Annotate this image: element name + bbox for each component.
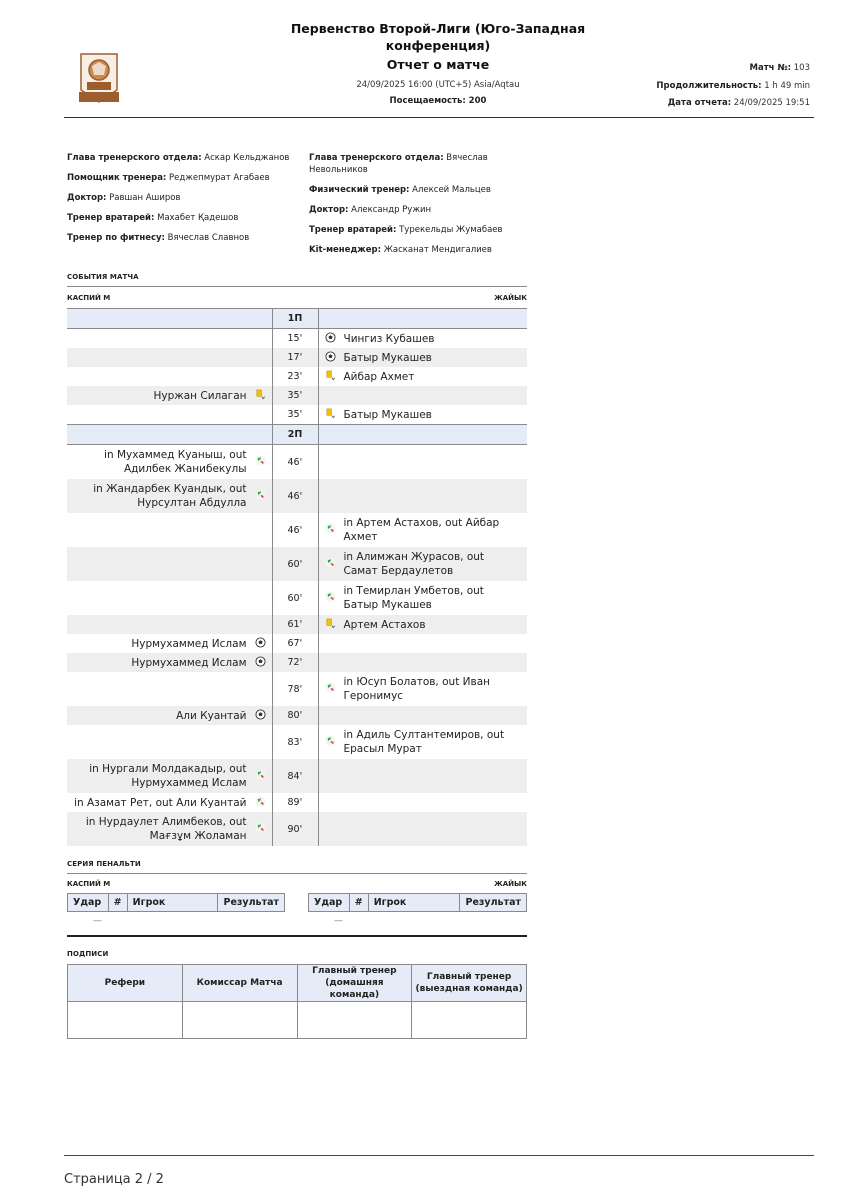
yellow-card-icon: [325, 370, 336, 384]
event-minute: 46': [272, 479, 318, 513]
staff-name: Аскар Кельджанов: [204, 153, 290, 163]
event-row: [67, 513, 527, 547]
staff-name: Турекельды Жумабаев: [399, 225, 503, 235]
staff-role: Доктор:: [67, 193, 107, 203]
event-minute: 46': [272, 513, 318, 547]
event-text: in Адиль Султантемиров, out Ерасыл Мурат: [343, 729, 505, 755]
staff-role: Помощник тренера:: [67, 173, 167, 183]
events-divider: [67, 286, 527, 287]
event-text: Батыр Мукашев: [343, 351, 432, 364]
event-row: [67, 812, 527, 846]
event-row: [67, 348, 527, 367]
event-row: [67, 725, 527, 759]
signatures-section-title: ПОДПИСИ: [67, 950, 109, 958]
substitution-icon: [255, 796, 266, 810]
event-row: [67, 329, 527, 349]
staff-role: Глава тренерского отдела:: [309, 153, 444, 163]
event-minute: 60': [272, 581, 318, 615]
staff-entry: [309, 184, 529, 196]
away-staff-list: [309, 152, 529, 264]
yellow-card-icon: [255, 389, 266, 403]
pen-col-player: Игрок: [368, 894, 460, 912]
event-row: [67, 386, 527, 405]
staff-role: Тренер вратарей:: [67, 213, 155, 223]
event-row: [67, 706, 527, 725]
match-events-table: [67, 308, 527, 846]
staff-entry: [67, 192, 297, 204]
staff-entry: [67, 152, 297, 164]
event-text: in Нурдаулет Алимбеков, out Мағзұм Жоламан: [85, 816, 247, 842]
event-text: Али Куантай: [176, 709, 247, 722]
event-minute: 15': [272, 329, 318, 349]
substitution-icon: [255, 769, 266, 783]
event-minute: 23': [272, 367, 318, 386]
event-row: [67, 367, 527, 386]
event-minute: 80': [272, 706, 318, 725]
event-text: in Темирлан Умбетов, out Батыр Мукашев: [343, 585, 484, 611]
event-minute: 84': [272, 759, 318, 793]
staff-entry: [67, 232, 297, 244]
event-row: [67, 615, 527, 634]
event-minute: 60': [272, 547, 318, 581]
pen-col-result: Результат: [218, 894, 285, 912]
staff-name: Махабет Қадешов: [157, 213, 239, 223]
duration-label: Продолжительность:: [656, 81, 762, 91]
staff-entry: [67, 172, 297, 184]
penalty-home-team: КАСПИЙ М: [67, 880, 111, 888]
event-row: [67, 653, 527, 672]
goal-ball-icon: [325, 351, 336, 365]
header-divider: [64, 117, 814, 118]
penalty-table-away: [308, 893, 527, 930]
event-minute: 72': [272, 653, 318, 672]
match-number: [750, 63, 810, 73]
events-away-team: ЖАЙЫК: [494, 294, 527, 302]
event-row: [67, 793, 527, 812]
pen-empty: —: [92, 916, 102, 926]
report-date-label: Дата отчета:: [667, 98, 732, 108]
event-minute: 78': [272, 672, 318, 706]
event-minute: 83': [272, 725, 318, 759]
staff-name: Алексей Мальцев: [412, 185, 491, 195]
sig-box-home-coach[interactable]: [297, 1002, 412, 1039]
event-text: Нуржан Силаган: [153, 389, 247, 402]
substitution-icon: [325, 682, 336, 696]
staff-role: Глава тренерского отдела:: [67, 153, 202, 163]
sig-box-referee[interactable]: [68, 1002, 183, 1039]
event-text: Батыр Мукашев: [343, 408, 432, 421]
goal-ball-icon: [255, 656, 266, 670]
sig-col-home-coach: Главный тренер (домашняя команда): [297, 965, 412, 1002]
event-text: in Жандарбек Куандык, out Нурсултан Абдулла: [93, 483, 247, 509]
report-date-value: 24/09/2025 19:51: [733, 98, 810, 108]
event-text: in Азамат Рет, out Али Куантай: [74, 796, 247, 809]
event-minute: 35': [272, 405, 318, 425]
page-number: Страница 2 / 2: [64, 1172, 164, 1187]
pen-col-kick: Удар: [68, 894, 109, 912]
event-minute: 35': [272, 386, 318, 405]
staff-entry: [67, 212, 297, 224]
event-text: Айбар Ахмет: [343, 370, 415, 383]
competition-title: Первенство Второй-Лиги (Юго-Западная конференция): [290, 21, 586, 53]
attendance: Посещаемость: 200: [389, 96, 487, 106]
pen-col-kick: Удар: [309, 894, 350, 912]
staff-entry: [309, 244, 529, 256]
staff-name: Вячеслав Славнов: [167, 233, 250, 243]
sig-box-away-coach[interactable]: [412, 1002, 527, 1039]
sig-col-commissioner: Комиссар Матча: [182, 965, 297, 1002]
event-minute: 90': [272, 812, 318, 846]
sig-box-commissioner[interactable]: [182, 1002, 297, 1039]
pen-col-number: #: [349, 894, 368, 912]
substitution-icon: [325, 557, 336, 571]
penalty-section-title: СЕРИЯ ПЕНАЛЬТИ: [67, 860, 141, 868]
event-text: Нурмухаммед Ислам: [131, 637, 247, 650]
event-text: in Артем Астахов, out Айбар Ахмет: [343, 517, 500, 543]
event-text: in Юсуп Болатов, out Иван Геронимус: [343, 676, 490, 702]
penalty-table-home: [67, 893, 285, 930]
pen-col-result: Результат: [460, 894, 527, 912]
event-row: [67, 479, 527, 513]
report-subtitle: Отчет о матче: [386, 57, 490, 72]
report-date: [668, 98, 810, 108]
home-staff-list: [67, 152, 297, 252]
pen-col-number: #: [108, 894, 127, 912]
duration-value: 1 h 49 min: [764, 81, 810, 91]
event-text: Артем Астахов: [343, 618, 426, 631]
half-label: 1П: [272, 309, 318, 329]
event-row: [67, 547, 527, 581]
event-minute: 89': [272, 793, 318, 812]
staff-role: Kit-менеджер:: [309, 245, 382, 255]
first-half-header: [67, 309, 527, 329]
sig-col-away-coach: Главный тренер (выездная команда): [412, 965, 527, 1002]
pen-empty: —: [333, 916, 343, 926]
event-row: [67, 445, 527, 480]
event-text: in Алимжан Журасов, out Самат Бердаулетов: [343, 551, 485, 577]
league-logo: [75, 50, 123, 106]
substitution-icon: [325, 523, 336, 537]
event-text: Нурмухаммед Ислам: [131, 656, 247, 669]
substitution-icon: [325, 735, 336, 749]
events-home-team: КАСПИЙ М: [67, 294, 111, 302]
substitution-icon: [325, 591, 336, 605]
event-row: [67, 405, 527, 425]
staff-name: Александр Ружин: [351, 205, 432, 215]
penalty-away-team: ЖАЙЫК: [494, 880, 527, 888]
event-text: in Мухаммед Куаныш, out Адилбек Жанибекулы: [104, 449, 247, 475]
signatures-table: [67, 964, 527, 1039]
goal-ball-icon: [255, 709, 266, 723]
match-datetime: 24/09/2025 16:00 (UTC+5) Asia/Aqtau: [356, 80, 520, 90]
substitution-icon: [255, 455, 266, 469]
event-row: [67, 634, 527, 653]
staff-role: Тренер вратарей:: [309, 225, 397, 235]
staff-name: Реджепмурат Агабаев: [169, 173, 270, 183]
yellow-card-icon: [325, 618, 336, 632]
staff-name: Жасканат Мендигалиев: [383, 245, 492, 255]
substitution-icon: [255, 822, 266, 836]
event-text: in Нургали Молдакадыр, out Нурмухаммед Ислам: [89, 763, 247, 789]
second-half-header: [67, 425, 527, 445]
event-text: Чингиз Кубашев: [343, 332, 435, 345]
staff-entry: [309, 152, 529, 176]
event-row: [67, 581, 527, 615]
event-minute: 17': [272, 348, 318, 367]
staff-entry: [309, 224, 529, 236]
staff-name: Вячеслав Невольников: [309, 153, 488, 175]
half-label: 2П: [272, 425, 318, 445]
event-row: [67, 759, 527, 793]
event-minute: 46': [272, 445, 318, 480]
yellow-card-icon: [325, 408, 336, 422]
staff-role: Тренер по фитнесу:: [67, 233, 165, 243]
pen-col-player: Игрок: [127, 894, 218, 912]
match-duration: [656, 81, 810, 91]
staff-entry: [309, 204, 529, 216]
goal-ball-icon: [255, 637, 266, 651]
substitution-icon: [255, 489, 266, 503]
staff-role: Доктор:: [309, 205, 349, 215]
event-minute: 61': [272, 615, 318, 634]
staff-role: Физический тренер:: [309, 185, 410, 195]
footer-divider: [64, 1155, 814, 1156]
event-minute: 67': [272, 634, 318, 653]
penalty-bottom-rule: [67, 935, 527, 937]
events-section-title: СОБЫТИЯ МАТЧА: [67, 273, 139, 281]
goal-ball-icon: [325, 332, 336, 346]
staff-name: Равшан Аширов: [109, 193, 181, 203]
sig-col-referee: Рефери: [68, 965, 183, 1002]
match-number-label: Матч №:: [749, 63, 792, 73]
event-row: [67, 672, 527, 706]
penalty-divider: [67, 873, 527, 874]
match-number-value: 103: [793, 63, 810, 73]
